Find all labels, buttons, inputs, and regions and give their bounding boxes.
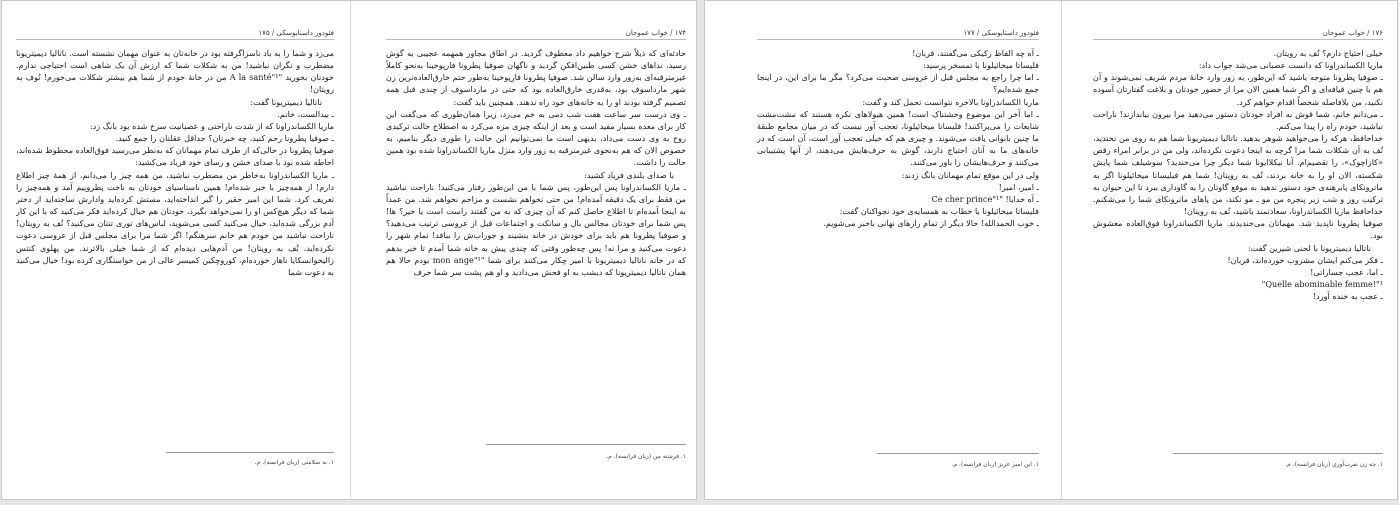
footnote-rule — [486, 444, 686, 445]
paragraph: ـ امیر، امیر! — [998, 181, 1039, 192]
paragraph: ـ صوفیا پطرونا متوجه باشید که این‌طور، به زور وارد خانهٔ مردم شریف نمی‌شوند و آن هم با چنین قیافه‌ای و اگر شما همین الان مرا از حضور خودتان و بلاغت گفتارتان آسوده نکنید، من بلافاصله شخصاً اقدام خواهم کرد. — [1093, 72, 1383, 107]
page-174 — [386, 1, 686, 499]
paragraph: ـ وی درست سر ساعت هفت شب دمی به خم می‌زد، زیرا همان‌طوری که می‌گفت این کار برای معده بسیار مفید است و بعد از اینکه چیزی مزه می‌کرد به اصطلاح حالت ترکیدی روح به وی دست می‌داد، بدیهی است ما نمی‌توانیم این حالت را طوری دیگر بنامیم. به خصوص الان که هم به‌نحوی غیرمترقبه به زور وارد منزل ماریا الکساندراونا شده بود همین حالت را داشت. — [386, 108, 686, 168]
paragraph: ماریا الکساندراونا بالاخره نتوانست تحمل کند و گفت: — [862, 96, 1039, 107]
footnote: ۱. این امیر عزیز (زبان فرانسه). م. — [951, 461, 1039, 468]
paragraph: حادثه‌ای که ذیلاً شرح خواهیم داد معطوف گردید. در اطاق مجاور همهمه عجیبی به گوش رسید، ندا‌های خشن کسی طنین‌افکن گردید و ناگهان صوفیا پطرونا فارپوخینا به‌نحو کاملاً غیرمترقبه‌ای به‌زور وارد سالن شد. صوفیا پطرونا فارپوخینا به‌طور حتم خارق‌العاده‌ترین زن شهر ماردا‌سوف بود، به‌قدری خارق‌العاده بود که حتی در ماردا‌سوف از چندی قبل همه تصمیم گرفته بودند او را به خانه‌های خود راه ندهند. همچنین باید گفت: — [386, 48, 686, 107]
paragraph: ـ صوفیا پطرونا رحم کنید، چه خبرتان؟ حداقل عقلتان را جمع کنید. — [115, 133, 334, 144]
paragraph: فلیساتا میخائیلونا با تمسخر پرسید: — [923, 60, 1039, 71]
header-rule — [386, 39, 686, 40]
footnote-rule — [1173, 453, 1383, 454]
paragraph: ماریا الکساندراونا که از شدت ناراحتی و عصبانیت سرخ شده بود بانگ زد: — [89, 120, 334, 131]
running-header: فئودور داستایوسکی / ۱۷۵ — [258, 29, 334, 37]
paragraph: با صدای بلندی فریاد کشید: — [584, 169, 674, 180]
paragraph: فلیساتا میخائیلونا با خطاب به همسایه‌ی خود نجوا‌کنان گفت: — [839, 206, 1039, 217]
paragraph: ناتالیا دیمیتریونا با لحنی شیرین گفت: — [1247, 242, 1371, 253]
paragraph: می‌زد و شما را به باد ناسزاگرفته بود در خانه‌تان به عنوان مهمان نشسته است. ناتالیا دیمیتریونا مضطرب و نگران نباشید! من به شکلات شما که ارزش آن یک شاهی است احتیاجی ندارم. خودتان بخورید "A la santé"¹ من در خانهٔ خودم از شما هم بیشتر شکلات می‌خورم! تُوف به رویتان! — [16, 48, 334, 95]
paragraph: ـ بیدالست، خانم. — [277, 108, 334, 119]
page-body — [1093, 47, 1383, 302]
page-body — [757, 47, 1039, 229]
paragraph: صوفیا پطرونا ناپدید شد. مهمانان می‌خندیدند. ماریا الکساندراونا فوق‌العاده مغشوش بود. — [1093, 218, 1383, 241]
page-spread-right — [704, 0, 1398, 500]
paragraph: ـ خوب الحمدالله! حالا دیگر از تمام رازهای نهانی باخبر می‌شویم. — [823, 218, 1039, 229]
paragraph: خیلی احتیاج دارم؟ تُف به رویتان. — [1273, 48, 1383, 58]
paragraph: ناتالیا دیمیتریونا گفت: — [250, 96, 322, 107]
page-177 — [757, 1, 1039, 499]
gutter — [1061, 1, 1062, 499]
paragraph: صوفیا پطرونا در حالی‌که از طرف تمام مهمانان که به‌نظر می‌رسید فوق‌العاده محظوظ شده‌اند، احاطه شده بود با صدای خشن و رسای خود فریاد می‌کشید: — [16, 145, 334, 168]
running-header: ۱۷۶ / خواب عموجان — [1322, 29, 1383, 37]
footnote-rule — [166, 452, 334, 453]
running-header: ۱۷۴ / خواب عموجان — [625, 29, 686, 37]
gutter — [350, 1, 351, 499]
page-176 — [1093, 1, 1383, 499]
footnote-rule — [877, 453, 1039, 454]
footnote: ۱. چه زن نفرت‌آوری (زبان فرانسه). م. — [1285, 461, 1383, 468]
page-175 — [16, 1, 334, 499]
paragraph: ـ فکر می‌کنم ایشان مشروب خورده‌اند، قربان! — [1227, 254, 1383, 265]
footnote: ۱. به سلامتی (زبان فرانسه). م. — [254, 459, 334, 466]
paragraph: خداحافظ، هرکه را می‌خواهید شوهر بدهید. ناتالیا دیمیتریونا شما هم به روی من نخندید، تُف به آن شکلات شما مرا گرچه به اینجا دعوت نکرده‌اند، ولی من در برابر امراء رقص «کازاچوک»، را تقصیم‌ام. آنا نیکلاایونا شما دیگر چرا می‌خندید؟ سوشیلف شما پایش شکسته، الان او را به خانه بردند، تُف به رویتان! شما هم فیلیساتا میخائیلونا اگر به ماترونکای پابرهنه‌ی خود دستور ندهید به موقع گاوتان را به گاوداری ببرد تا این حیوان به ترکیب روز و شب زیر پنجره من مو ـ مو نکند، من پاهای ماترونکای شما را می‌شکنم. خداحافظ ماریا الکساندراونا، سعادتمند باشید، تُف به رویتان! — [1093, 133, 1383, 217]
page-spread-left — [1, 0, 697, 500]
paragraph: ماریا الکساندراونا که دانست عصبانی می‌شد جواب داد: — [1198, 60, 1383, 71]
paragraph: ـ ماریا الکساندراونا پس این‌طور، پس شما با من این‌طور رفتار می‌کنید! ناراحت نباشید من فقط برای یک دقیقه آمده‌ام! من حتی نخواهم نشست و مزاحم نخواهم شد. من عمداً به اینجا آمده‌ام تا اطلاع حاصل کنم که آن چیزی که به من گفتند راست است یا خیر؟ ها! پس شما برای خودتان مجالس بال و سانکت و اجتماعات قبل از عروسی ترتیب می‌دهید؟ و صوفیا پطرونا هم باید برای خودش در خانه بنشیند و جوراب‌ش را ببافد! تمام شهر را دعوت می‌کنید و مرا نه! پس چه‌طور وقتی که چندی پیش به خانه شما آمدم تا خبر بدهم که در خانه ناتالیا دیمیتریونا با امیر چکار می‌کنند برای شما "mon ange"¹ بودم حالا هم همان ناتالیا دیمیتریونا که دیشب به او فحش می‌دادید و او هم پشت سر شما حرف — [386, 181, 686, 277]
paragraph: ـ ماریا الکساندراونا به‌خاطر من مضطرب نباشید، من همه چیز را می‌دانم، از همهٔ چیز اطلاع دارم! از همه‌چیز با خبر شده‌ام! همین ناستاسیای خودتان به ناخت پطروپیم آمد و همه‌چیز را تعریف کرد. شما این امیر حقیر را گیر انداخته‌اید، مستش کرده‌اید وادارش ساخته‌اید از دختر شما که دیگر هیچ‌کس او را نمی‌خواهد بگیرد، خودتان هم خیال کرده‌اید فکر می‌کنید که با این کار آدم بزرگی شده‌اید، خیال می‌کنید کسی می‌شوید، لباس‌های توری تنتان می‌کنید؟ تُف به رویتان! ناراحت نباشید من خودم هم خانم سرهنگم! اگر شما مرا برای مجلس قبل از عروسی دعوت نکرده‌اید، تُف به رویتان! من آدم‌هایی دیده‌ام که از شما خیلی بالاترند. من پهلوی کنتس زالیخوانسکایا ناهار خورده‌ام، کوروچکین کمیسر عالی از من خواستگاری کرده بود! خیال می‌کنید به دعوت شما — [16, 169, 334, 277]
paragraph: ـ آه چه الفاظ رکیکی می‌گفتند، قربان! — [912, 48, 1039, 58]
header-rule — [1093, 39, 1383, 40]
paragraph: ـ عجب به خنده آورد! — [1312, 291, 1383, 302]
page-body — [386, 47, 686, 278]
header-rule — [16, 39, 334, 40]
paragraph: ـ آه خدایا! "Ce cher prince"¹ — [931, 193, 1039, 204]
running-header: فئودور داستایوسکی / ۱۷۷ — [963, 29, 1039, 37]
paragraph: "Quelle abominable femme!"¹ — [1261, 278, 1383, 289]
paragraph: ـ اما، عجب جساراتی! — [1310, 266, 1383, 277]
paragraph: ـ اما آخر این موضوع وحشتناک است! همین هیولاهای نکره هستند که مشت‌مشت شایعات را می‌پراکنند! فلیساتا میخائیلونا، تعجب آور نیست که در میان مجامع طبقهٔ ما چنین بانوانی یافت می‌شوند. و چیزی هم که خیلی تعجب آور است، آن است که در خانه‌های ما به آنان احتیاج دارند، گوش به حرف‌هایش می‌دهند، از آنها پشتیبانی می‌کنند و حرف‌هایشان را باور می‌کنند. — [757, 108, 1039, 168]
footnote: ۱. فرشته من (زبان فرانسه). م. — [606, 453, 686, 460]
page-body — [16, 47, 334, 278]
paragraph: ولی در این موقع تمام مهمانان بانگ زدند: — [901, 169, 1039, 180]
paragraph: ـ می‌دانم خانم، شما قوش به افراد خودتان دستور می‌دهید مرا بیرون بیاندازند! ناراحت نباشید، خودم راه را پیدا می‌کنم. — [1093, 108, 1383, 131]
paragraph: ـ اما چرا راجع به مجلس قبل از عروسی صحبت می‌کرد؟ مگر ما برای این، در اینجا جمع شده‌ایم؟ — [757, 72, 1039, 95]
header-rule — [757, 39, 1039, 40]
